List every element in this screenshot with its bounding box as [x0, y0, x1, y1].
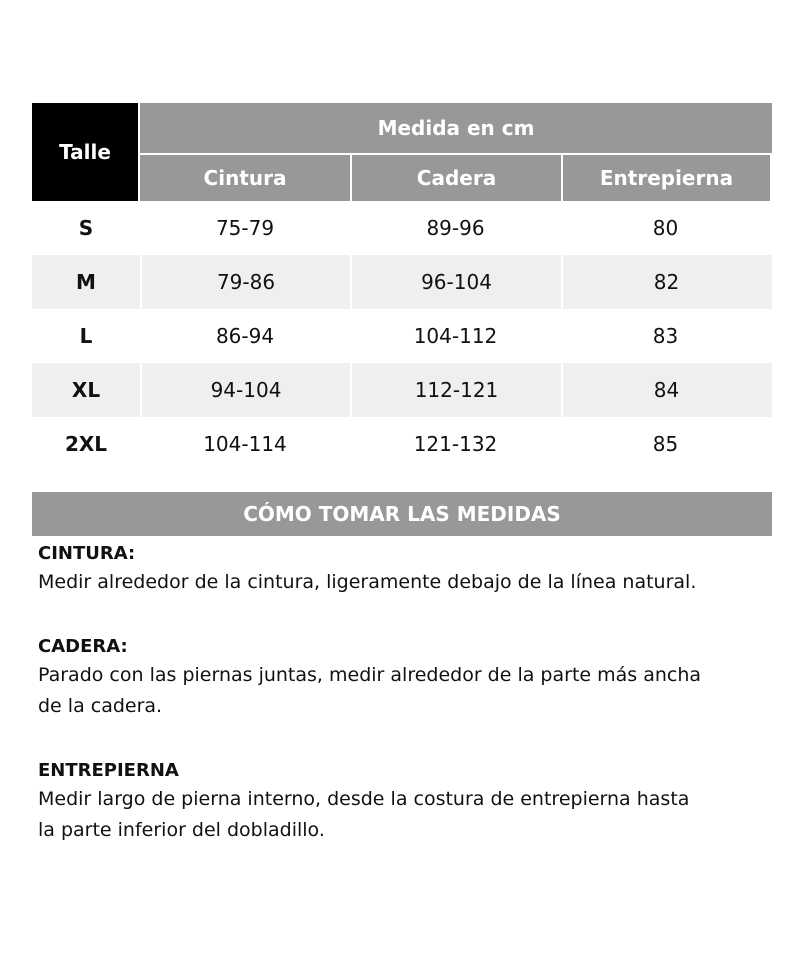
entrepierna-cell: 80 [652, 216, 679, 240]
cintura-cell: 94-104 [140, 363, 350, 417]
how-to-measure-title: CÓMO TOMAR LAS MEDIDAS [32, 492, 772, 536]
guide-heading: CADERA: [38, 636, 128, 657]
column-header-cadera: Cadera [350, 155, 561, 201]
cintura-cell: 79-86 [140, 255, 350, 309]
table-header [32, 103, 772, 201]
cadera-cell: 112-121 [350, 363, 561, 417]
guide-heading: CINTURA: [38, 543, 136, 564]
column-header-entrepierna: Entrepierna [561, 155, 770, 201]
cintura-cell: 86-94 [215, 324, 275, 348]
column-header-cintura: Cintura [140, 155, 350, 201]
entrepierna-cell: 83 [652, 324, 679, 348]
entrepierna-cell: 85 [652, 432, 679, 456]
size-column-header: Talle [32, 103, 140, 201]
cadera-cell: 104-112 [413, 324, 498, 348]
table-row [32, 255, 772, 309]
guide-section-entrepierna [38, 758, 778, 846]
cintura-cell: 75-79 [215, 216, 275, 240]
size-cell: M [76, 270, 96, 294]
cintura-cell: 104-114 [203, 432, 287, 456]
size-cell: L [79, 324, 93, 348]
measure-header-group [140, 103, 772, 201]
guide-section-cintura [38, 541, 778, 598]
guide-text: Medir largo de pierna interno, desde la costura de entrepierna hasta [38, 788, 690, 810]
table-row [32, 417, 772, 471]
size-cell: XL [71, 378, 101, 402]
measure-group-header: Medida en cm [140, 103, 772, 155]
entrepierna-cell: 84 [561, 363, 770, 417]
table-row [32, 201, 772, 255]
size-cell: 2XL [64, 432, 108, 456]
table-row [32, 363, 772, 417]
guide-text: Medir alrededor de la cintura, ligeramente debajo de la línea natural. [38, 571, 697, 593]
guide-text: de la cadera. [38, 695, 163, 717]
guide-text: la parte inferior del dobladillo. [38, 819, 325, 841]
guide-section-cadera [38, 634, 778, 722]
cadera-cell: 89-96 [426, 216, 485, 240]
size-chart-table [32, 103, 772, 471]
table-row [32, 309, 772, 363]
guide-text: Parado con las piernas juntas, medir alrededor de la parte más ancha [38, 664, 702, 686]
cadera-cell: 96-104 [350, 255, 561, 309]
guide-heading: ENTREPIERNA [38, 760, 179, 781]
measure-subheaders [140, 155, 772, 201]
cadera-cell: 121-132 [413, 432, 498, 456]
size-cell: S [78, 216, 94, 240]
entrepierna-cell: 82 [561, 255, 770, 309]
